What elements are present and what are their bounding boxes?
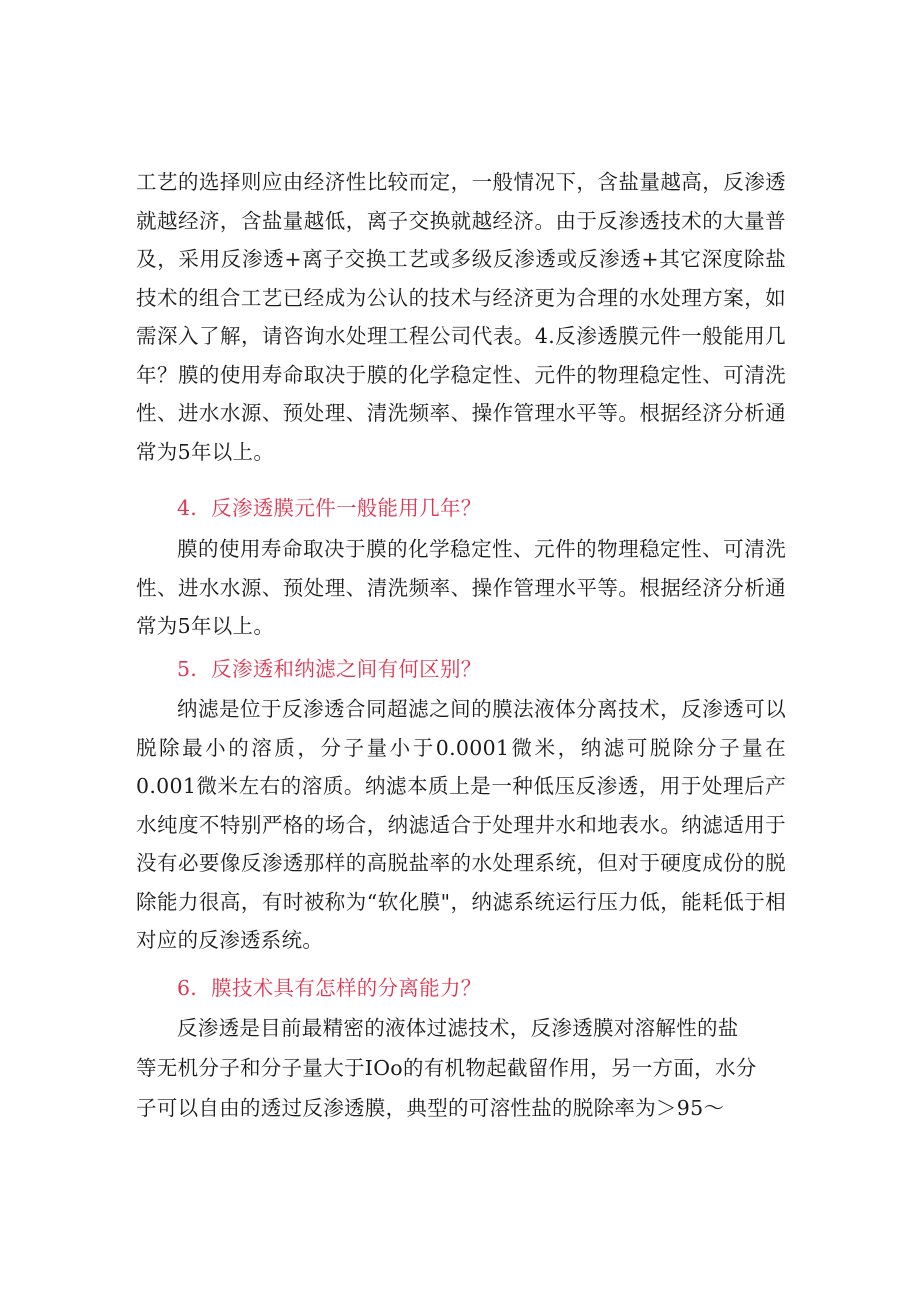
paragraph-intro: 工艺的选择则应由经济性比较而定，一般情况下，含盐量越高，反渗透就越经济，含盐量越低，离子交换就越经济。由于反渗透技术的大量普及，采用反渗透+离子交换工艺或多级反渗透或反渗透+其它深度除盐技术的组合工艺已经成为公认的技术与经济更为合理的水处理方案，如需深入了解，请咨询水处理工程公司代表。4.反渗透膜元件一般能用几年？膜的使用寿命取决于膜的化学稳定性、元件的物理稳定性、可清洗性、进水水源、预处理、清洗频率、操作管理水平等。根据经济分析通常为5年以上。	[136, 170, 786, 464]
paragraph-section-6-line-2: 等无机分子和分子量大于IOo的有机物起截留作用，另一方面，水分	[136, 1056, 757, 1080]
paragraph-section-6-line-3: 子可以自由的透过反渗透膜，典型的可溶性盐的脱除率为＞95～	[136, 1096, 725, 1120]
heading-section-5: 5．反渗透和纳滤之间有何区别？	[177, 657, 482, 681]
heading-section-6: 6．膜技术具有怎样的分离能力？	[177, 976, 482, 1000]
paragraph-section-5: 纳滤是位于反渗透合同超滤之间的膜法液体分离技术，反渗透可以脱除最小的溶质，分子量小于0.0001微米，纳滤可脱除分子量在0.001微米左右的溶质。纳滤本质上是一种低压反渗透，用于处理后产水纯度不特别严格的场合，纳滤适合于处理井水和地表水。纳滤适用于没有必要像反渗透那样的高脱盐率的水处理系统，但对于硬度成份的脱除能力很高，有时被称为“软化膜"，纳滤系统运行压力低，能耗低于相对应的反渗透系统。	[136, 697, 786, 952]
heading-section-4: 4．反渗透膜元件一般能用几年？	[177, 496, 482, 520]
paragraph-section-4: 膜的使用寿命取决于膜的化学稳定性、元件的物理稳定性、可清洗性、进水水源、预处理、清洗频率、操作管理水平等。根据经济分析通常为5年以上。	[136, 537, 786, 638]
paragraph-section-6-line-1: 反渗透是目前最精密的液体过滤技术，反渗透膜对溶解性的盐	[177, 1016, 739, 1040]
